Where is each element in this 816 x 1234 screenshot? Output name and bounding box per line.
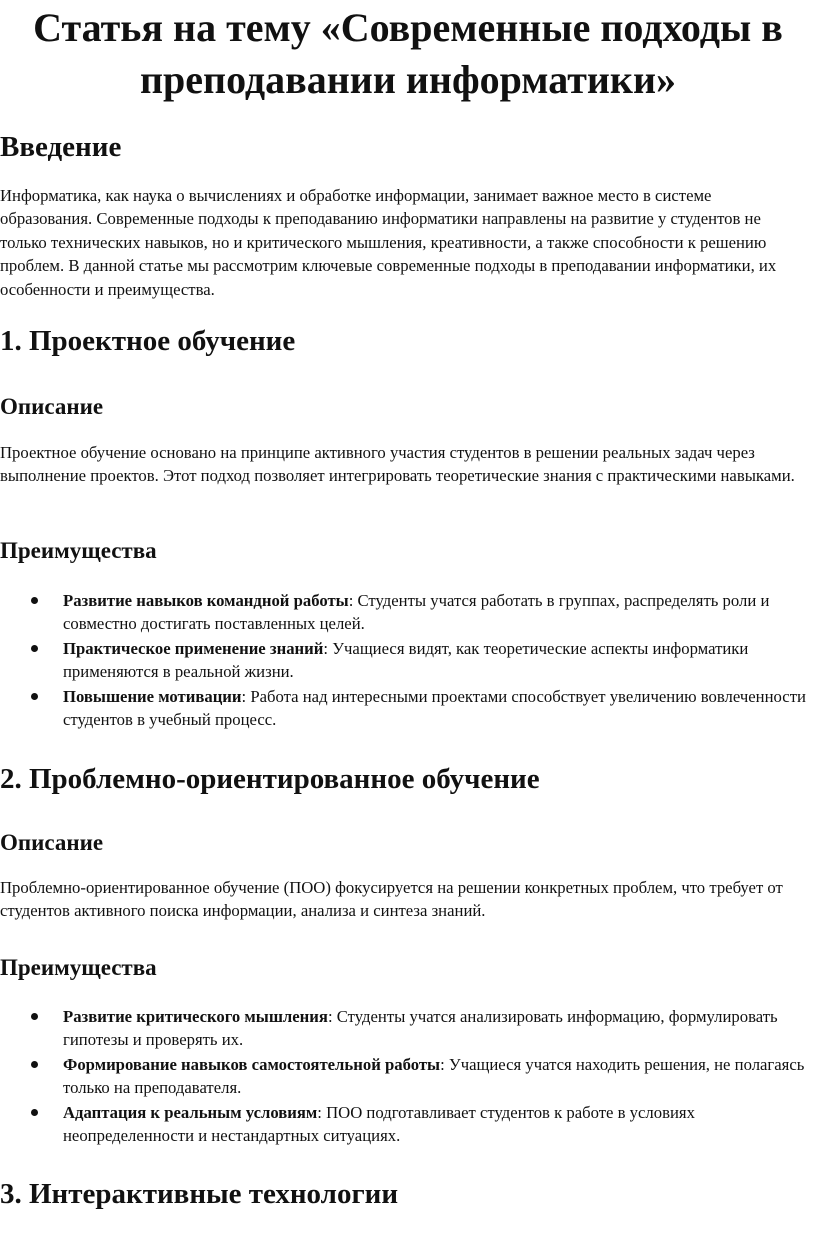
- list-item: [0, 685, 816, 731]
- article-title: Статья на тему «Современные подходы в преподавании информатики»: [33, 5, 783, 102]
- intro-heading: Введение: [0, 131, 122, 163]
- bullet-icon: [31, 597, 38, 604]
- bullet-icon: [31, 645, 38, 652]
- section-2-advantages-list: [0, 1005, 816, 1149]
- list-item: [0, 637, 816, 683]
- advantage-text: : Учащиеся учатся находить решения, не полагаясь только на преподавателя.: [63, 1054, 805, 1098]
- section-2-advantages-heading: Преимущества: [0, 955, 157, 980]
- list-item: [0, 589, 816, 635]
- advantage-term: Повышение мотивации: [63, 686, 242, 706]
- advantage-term: Адаптация к реальным условиям: [63, 1102, 318, 1122]
- intro-paragraph: Информатика, как наука о вычислениях и обработке информации, занимает важное место в системе образования. Современные подходы к преподаванию информатики направлены на развитие у студентов не только технических навыков, но и критического мышления, креативности, а также способности к решению проблем. В данной статье мы рассмотрим ключевые современные подходы в преподавании информатики, их особенности и преимущества.: [0, 186, 777, 299]
- advantage-term: Практическое применение знаний: [63, 638, 324, 658]
- advantage-text: : Студенты учатся работать в группах, распределять роли и совместно достигать поставленных целей.: [63, 591, 770, 634]
- section-2-heading: 2. Проблемно-ориентированное обучение: [0, 763, 540, 795]
- advantage-term: Развитие навыков командной работы: [63, 591, 349, 610]
- advantage-text: : Работа над интересными проектами способствует увеличению вовлеченности студентов в учебный процесс.: [63, 686, 806, 730]
- section-1-description: Проектное обучение основано на принципе активного участия студентов в решении реальных задач через выполнение проектов. Этот подход позволяет интегрировать теоретические знания с практическими навыками.: [0, 443, 795, 486]
- advantage-term: Развитие критического мышления: [63, 1007, 328, 1026]
- list-item: [0, 1053, 816, 1099]
- advantage-text: : Студенты учатся анализировать информацию, формулировать гипотезы и проверять их.: [63, 1007, 778, 1050]
- bullet-icon: [31, 1109, 38, 1116]
- advantage-text: : Учащиеся видят, как теоретические аспекты информатики применяются в реальной жизни.: [63, 638, 749, 682]
- section-1-advantages-list: [0, 589, 816, 733]
- section-1-advantages-heading: Преимущества: [0, 538, 157, 563]
- section-3-heading: 3. Интерактивные технологии: [0, 1178, 399, 1210]
- advantage-term: Формирование навыков самостоятельной работы: [63, 1054, 441, 1074]
- section-2-description-heading: Описание: [0, 830, 104, 855]
- bullet-icon: [31, 693, 38, 700]
- list-item: [0, 1005, 816, 1051]
- section-1-description-heading: Описание: [0, 394, 104, 419]
- bullet-icon: [31, 1061, 38, 1068]
- list-item: [0, 1101, 816, 1147]
- section-2-description: Проблемно-ориентированное обучение (ПОО) фокусируется на решении конкретных проблем, что требует от студентов активного поиска информации, анализа и синтеза знаний.: [0, 878, 783, 921]
- section-1-heading: 1. Проектное обучение: [0, 325, 296, 357]
- bullet-icon: [31, 1013, 38, 1020]
- advantage-text: : ПОО подготавливает студентов к работе в условиях неопределенности и нестандартных ситуациях.: [63, 1102, 695, 1146]
